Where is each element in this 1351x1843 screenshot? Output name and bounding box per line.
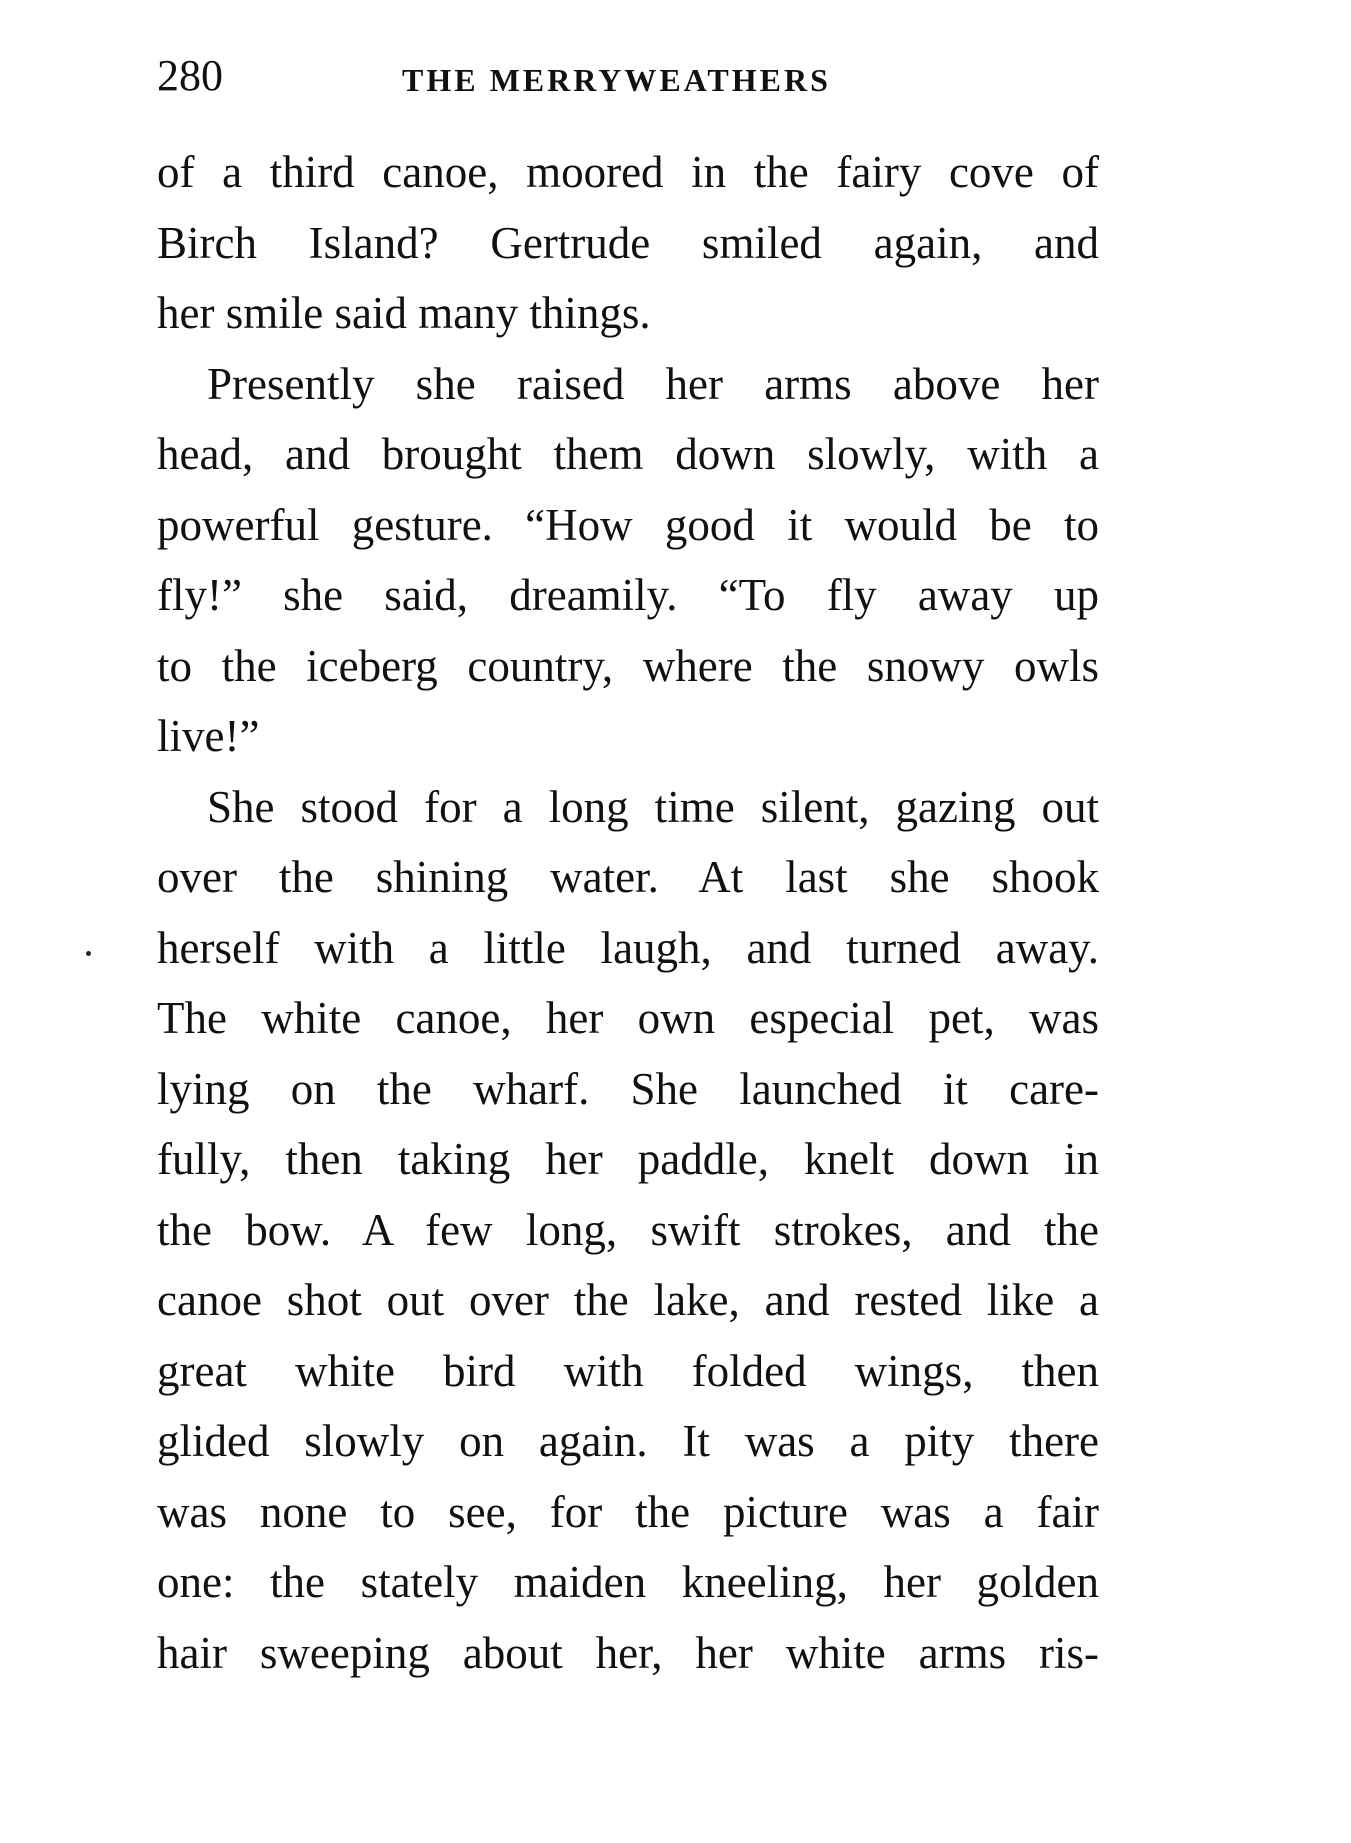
text-line: She stood for a long time silent, gazing out <box>207 781 1099 832</box>
text-line: head, and brought them down slowly, with a <box>157 429 1099 479</box>
text-line: of a third canoe, moored in the fairy cove of <box>157 147 1099 197</box>
text-line: lying on the wharf. She launched it care- <box>157 1063 1099 1114</box>
text-line: glided slowly on again. It was a pity there <box>157 1416 1099 1466</box>
scan-speck <box>86 951 91 956</box>
text-line: hair sweeping about her, her white arms ris- <box>157 1627 1099 1678</box>
text-line: Presently she raised her arms above her <box>207 358 1099 409</box>
paragraph <box>157 349 1099 772</box>
page-header <box>157 46 1099 106</box>
text-line: to the iceberg country, where the snowy owls <box>157 640 1099 691</box>
body-text <box>157 137 1099 1688</box>
text-line: the bow. A few long, swift strokes, and the <box>157 1204 1099 1255</box>
running-title: THE MERRYWEATHERS <box>402 62 831 98</box>
text-line: one: the stately maiden kneeling, her golden <box>157 1557 1099 1607</box>
text-line: canoe shot out over the lake, and rested like a <box>157 1275 1099 1325</box>
text-line: great white bird with folded wings, then <box>157 1345 1099 1396</box>
paragraph <box>157 137 1099 349</box>
paragraph <box>157 772 1099 1689</box>
text-line: over the shining water. At last she shook <box>157 852 1099 902</box>
text-line: her smile said many things. <box>157 288 651 338</box>
page-number: 280 <box>157 51 223 100</box>
text-line: The white canoe, her own especial pet, was <box>157 993 1099 1043</box>
text-line: was none to see, for the picture was a fair <box>157 1486 1099 1537</box>
text-line: live!” <box>157 711 260 761</box>
text-line: fully, then taking her paddle, knelt down in <box>157 1134 1099 1184</box>
text-line: fly!” she said, dreamily. “To fly away up <box>157 570 1099 620</box>
text-line: Birch Island? Gertrude smiled again, and <box>157 217 1099 268</box>
text-line: powerful gesture. “How good it would be to <box>157 499 1099 550</box>
text-line: herself with a little laugh, and turned away. <box>157 922 1099 973</box>
